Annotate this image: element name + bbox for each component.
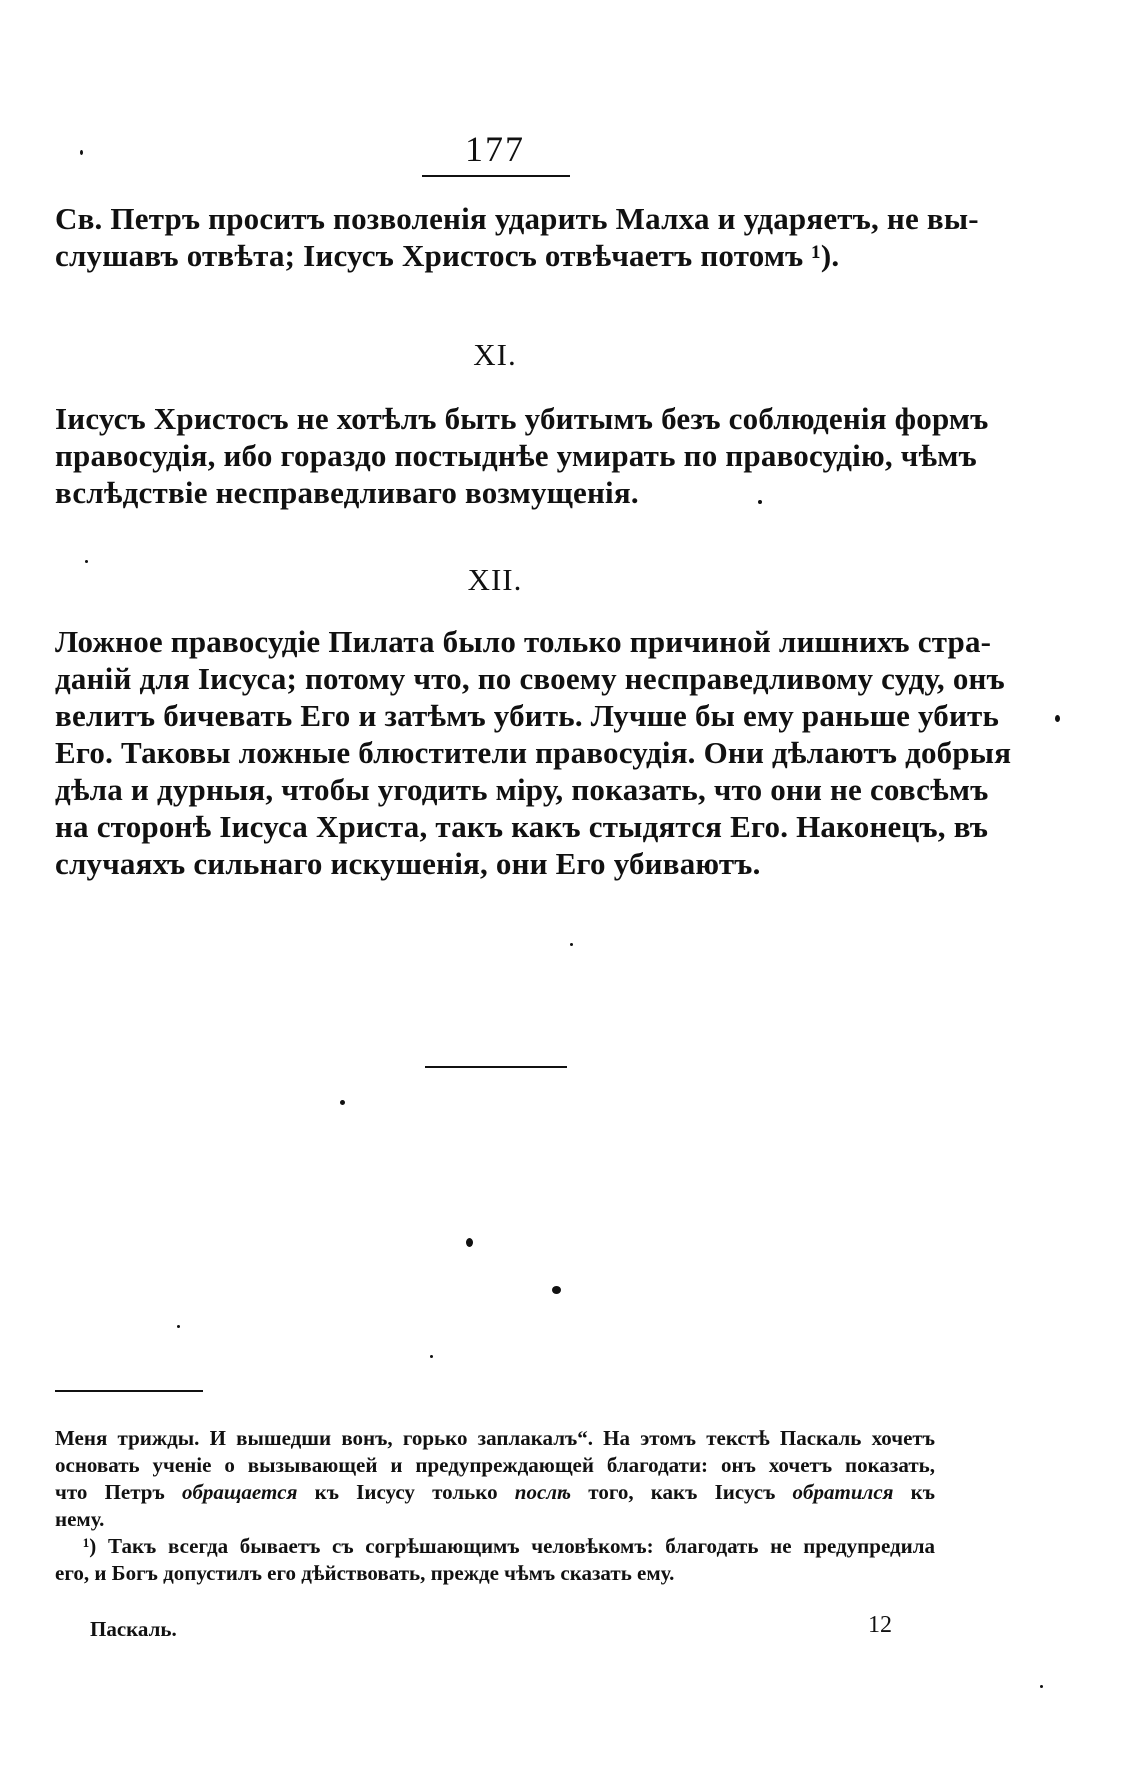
footnote-italic: обращается [181, 1480, 298, 1504]
text-line: Ложное правосудіе Пилата было только причиной лишнихъ стра- [55, 624, 992, 659]
section-heading-xii: XII. [467, 562, 523, 597]
scan-speck [340, 1100, 345, 1105]
footnote-line: Меня трижды. И вышедши вонъ, горько заплакалъ“. На этомъ текстѣ Паскаль хочетъ [55, 1426, 935, 1450]
footnote-text: къ Іисусу только [297, 1480, 515, 1504]
scan-speck [430, 1355, 433, 1358]
page-number-rule [422, 175, 570, 177]
scan-speck [80, 150, 83, 155]
section-xi-paragraph [55, 400, 989, 511]
scan-speck [1040, 1685, 1043, 1688]
signature-mark: Паскаль. [90, 1617, 177, 1641]
text-line: Его. Таковы ложные блюстители правосудія. Они дѣлаютъ добрыя [55, 735, 1012, 770]
scan-speck [552, 1286, 561, 1294]
footnote-1-line: его, и Богъ допустилъ его дѣйствовать, прежде чѣмъ сказать ему. [55, 1561, 675, 1585]
footnote-line [55, 1479, 935, 1506]
text-line: даній для Іисуса; потому что, по своему несправедливому суду, онъ [55, 661, 1005, 696]
text-line: случаяхъ сильнаго искушенія, они Его убиваютъ. [55, 846, 761, 881]
scan-speck [758, 500, 762, 504]
text-line: на сторонѣ Іисуса Христа, такъ какъ стыдятся Его. Наконецъ, въ [55, 809, 989, 844]
footnote-italic: послѣ [514, 1480, 572, 1504]
footnote-rule [55, 1390, 203, 1392]
scan-speck [1055, 715, 1060, 722]
scan-speck [177, 1325, 180, 1328]
section-xii-paragraph [55, 623, 1012, 882]
text-line: вслѣдствіе несправедливаго возмущенія. [55, 475, 639, 510]
footnote-line: нему. [55, 1507, 105, 1531]
section-end-rule [425, 1066, 567, 1068]
text-line: Іисусъ Христосъ не хотѣлъ быть убитымъ безъ соблюденія формъ [55, 401, 989, 436]
text-line: велитъ бичевать Его и затѣмъ убить. Лучше бы ему раньше убить [55, 698, 1000, 733]
footnote-1-line: ¹) Такъ всегда бываетъ съ согрѣшающимъ человѣкомъ: благодать не предупредила [83, 1534, 935, 1558]
text-line: правосудія, ибо гораздо постыднѣе умирать по правосудію, чѣмъ [55, 438, 977, 473]
text-line: дѣла и дурныя, чтобы угодить міру, показать, что они не совсѣмъ [55, 772, 989, 807]
text-line: Св. Петръ проситъ позволенія ударить Малха и ударяетъ, не вы- [55, 201, 979, 236]
footnote-italic: обратился [792, 1480, 894, 1504]
footnote-line: основать ученіе о вызывающей и предупреждающей благодати: онъ хочетъ показать, [55, 1453, 935, 1477]
section-heading-xi: XI. [473, 337, 517, 372]
signature-number: 12 [868, 1612, 892, 1638]
footnotes [55, 1425, 935, 1587]
scan-speck [85, 560, 88, 563]
scan-speck [570, 943, 573, 946]
footnote-text: того, какъ Іисусъ [571, 1480, 793, 1504]
page-number: 177 [465, 129, 525, 169]
paragraph-continuation [55, 200, 979, 274]
footnote-text: что Петръ [55, 1480, 182, 1504]
footnote-text: къ [893, 1480, 936, 1504]
text-line: слушавъ отвѣта; Іисусъ Христосъ отвѣчаетъ потомъ ¹). [55, 238, 840, 273]
scan-speck [466, 1238, 473, 1247]
